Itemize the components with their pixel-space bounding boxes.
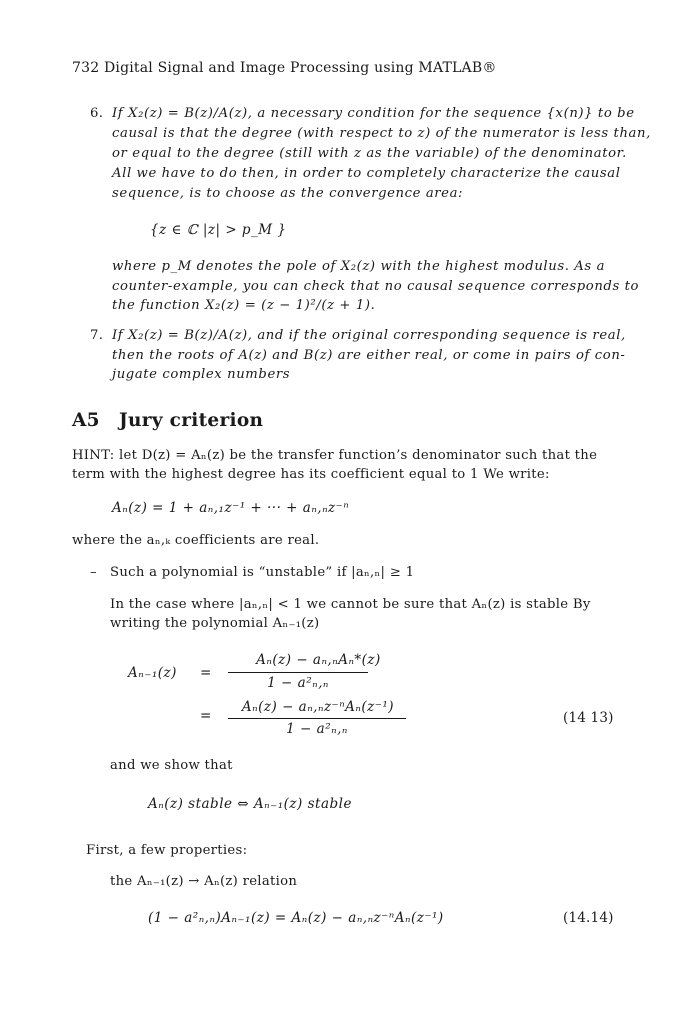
item-6-after-3: the function X₂(z) = (z − 1)²/(z + 1). bbox=[112, 298, 376, 313]
equation-number-14-13: (14 13) bbox=[563, 710, 614, 726]
eq-1413-denominator-2: 1 − a²ₙ,ₙ bbox=[286, 721, 348, 737]
item-7-line-2: then the roots of A(z) and B(z) are either real, or come in pairs of con- bbox=[112, 348, 626, 363]
item-6-line-4: All we have to do then, in order to completely characterize the causal bbox=[112, 166, 621, 181]
running-head: 732 Digital Signal and Image Processing using MATLAB® bbox=[72, 60, 497, 76]
bullet-dash: – bbox=[90, 565, 97, 580]
item-7-line-1: If X₂(z) = B(z)/A(z), and if the original corresponding sequence is real, bbox=[112, 328, 626, 343]
eq-1413-numerator-1: Aₙ(z) − aₙ,ₙAₙ*(z) bbox=[256, 652, 381, 668]
bullet-para-2: writing the polynomial Aₙ₋₁(z) bbox=[110, 616, 320, 631]
item-6-line-2: causal is that the degree (with respect to z) of the numerator is less than, bbox=[112, 126, 651, 141]
section-number: A5 bbox=[72, 410, 100, 431]
show-that: and we show that bbox=[110, 758, 233, 773]
item-6-number: 6. bbox=[90, 106, 104, 121]
eq-1414-body: (1 − a²ₙ,ₙ)Aₙ₋₁(z) = Aₙ(z) − aₙ,ₙz⁻ⁿAₙ(z⁻¹) bbox=[148, 910, 444, 926]
item-6-line-5: sequence, is to choose as the convergence area: bbox=[112, 186, 464, 201]
stability-equivalence: Aₙ(z) stable ⇔ Aₙ₋₁(z) stable bbox=[148, 796, 352, 812]
relation-intro: the Aₙ₋₁(z) → Aₙ(z) relation bbox=[110, 874, 298, 889]
equation-number-14-14: (14.14) bbox=[563, 910, 614, 926]
item-6-after-2: counter-example, you can check that no causal sequence corresponds to bbox=[112, 279, 640, 294]
eq-1413-numerator-2: Aₙ(z) − aₙ,ₙz⁻ⁿAₙ(z⁻¹) bbox=[241, 699, 395, 715]
section-title: Jury criterion bbox=[119, 410, 264, 431]
item-7-line-3: jugate complex numbers bbox=[112, 367, 291, 382]
hint-line-2: term with the highest degree has its coefficient equal to 1 We write: bbox=[72, 467, 550, 482]
item-6-line-1: If X₂(z) = B(z)/A(z), a necessary condition for the sequence {x(n)} to be bbox=[112, 106, 635, 121]
item-6-line-3: or equal to the degree (still with z as the variable) of the denominator. bbox=[112, 146, 627, 161]
item-6-after-1: where p_M denotes the pole of X₂(z) with the highest modulus. As a bbox=[112, 259, 606, 274]
convergence-formula: {z ∈ ℂ |z| > p_M } bbox=[150, 222, 287, 238]
item-7-number: 7. bbox=[90, 328, 104, 343]
bullet-para-1: In the case where |aₙ,ₙ| < 1 we cannot be sure that Aₙ(z) is stable By bbox=[110, 597, 591, 612]
hint-line-1: HINT: let D(z) = Aₙ(z) be the transfer function’s denominator such that the bbox=[72, 448, 598, 463]
eq-1413-equals-1: = bbox=[200, 665, 212, 681]
coefficients-note: where the aₙ,ₖ coefficients are real. bbox=[72, 533, 320, 548]
properties-intro: First, a few properties: bbox=[86, 843, 248, 858]
eq-1413-fraction-bar-2 bbox=[228, 718, 406, 719]
eq-1413-lhs: Aₙ₋₁(z) bbox=[128, 665, 177, 681]
polynomial-definition: Aₙ(z) = 1 + aₙ,₁z⁻¹ + ··· + aₙ,ₙz⁻ⁿ bbox=[112, 500, 350, 516]
unstable-condition: Such a polynomial is “unstable” if |aₙ,ₙ| ≥ 1 bbox=[110, 565, 415, 580]
eq-1413-equals-2: = bbox=[200, 708, 212, 724]
eq-1413-fraction-bar-1 bbox=[228, 672, 368, 673]
eq-1413-denominator-1: 1 − a²ₙ,ₙ bbox=[267, 675, 329, 691]
